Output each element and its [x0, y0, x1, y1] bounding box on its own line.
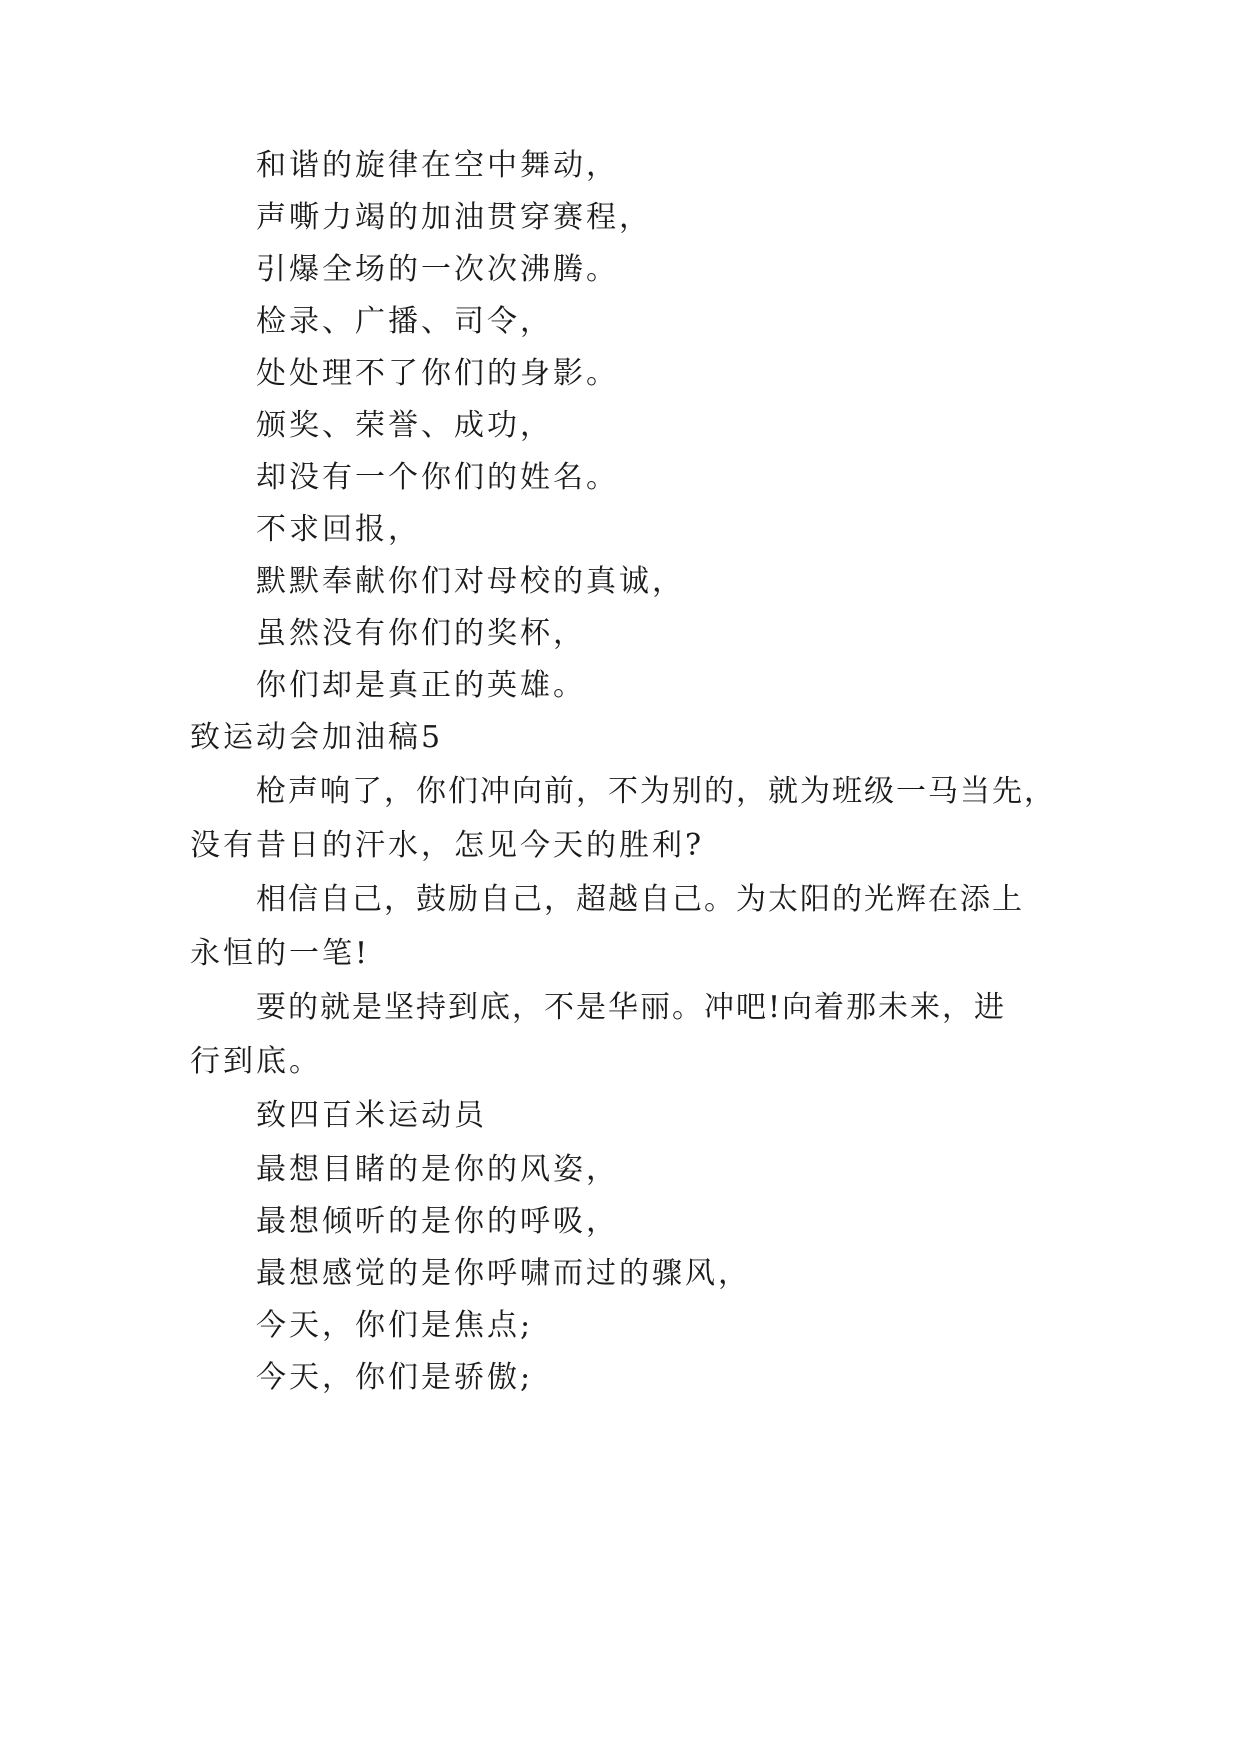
- poem-title: 致四百米运动员: [256, 1098, 487, 1133]
- poem-line: 最想感觉的是你呼啸而过的骤风，: [256, 1256, 751, 1291]
- poem-line: 今天，你们是焦点;: [256, 1308, 534, 1343]
- poem-line: 和谐的旋律在空中舞动，: [256, 148, 619, 183]
- poem-line: 最想倾听的是你的呼吸，: [256, 1204, 619, 1239]
- paragraph-first-line: 相信自己，鼓励自己，超越自己。为太阳的光辉在添上: [256, 882, 1024, 917]
- poem-line: 今天，你们是骄傲;: [256, 1360, 534, 1395]
- poem-line: 虽然没有你们的奖杯，: [256, 616, 586, 651]
- poem-line: 引爆全场的一次次沸腾。: [256, 252, 619, 287]
- poem-line: 声嘶力竭的加油贯穿赛程，: [256, 200, 652, 235]
- poem-line: 最想目睹的是你的风姿，: [256, 1152, 619, 1187]
- paragraph-first-line: 要的就是坚持到底，不是华丽。冲吧!向着那未来，进: [256, 990, 1007, 1025]
- paragraph-first-line: 枪声响了，你们冲向前，不为别的，就为班级一马当先，: [256, 774, 1056, 809]
- paragraph-continuation: 永恒的一笔!: [190, 936, 371, 971]
- poem-line: 处处理不了你们的身影。: [256, 356, 619, 391]
- paragraph-continuation: 行到底。: [190, 1044, 322, 1079]
- poem-line: 不求回报，: [256, 512, 421, 547]
- poem-line: 默默奉献你们对母校的真诚，: [256, 564, 685, 599]
- poem-line: 却没有一个你们的姓名。: [256, 460, 619, 495]
- poem-line: 检录、广播、司令，: [256, 304, 553, 339]
- paragraph-continuation: 没有昔日的汗水，怎见今天的胜利?: [190, 828, 705, 863]
- poem-line: 你们却是真正的英雄。: [256, 668, 586, 703]
- section-title: 致运动会加油稿5: [190, 720, 444, 755]
- poem-line: 颁奖、荣誉、成功，: [256, 408, 553, 443]
